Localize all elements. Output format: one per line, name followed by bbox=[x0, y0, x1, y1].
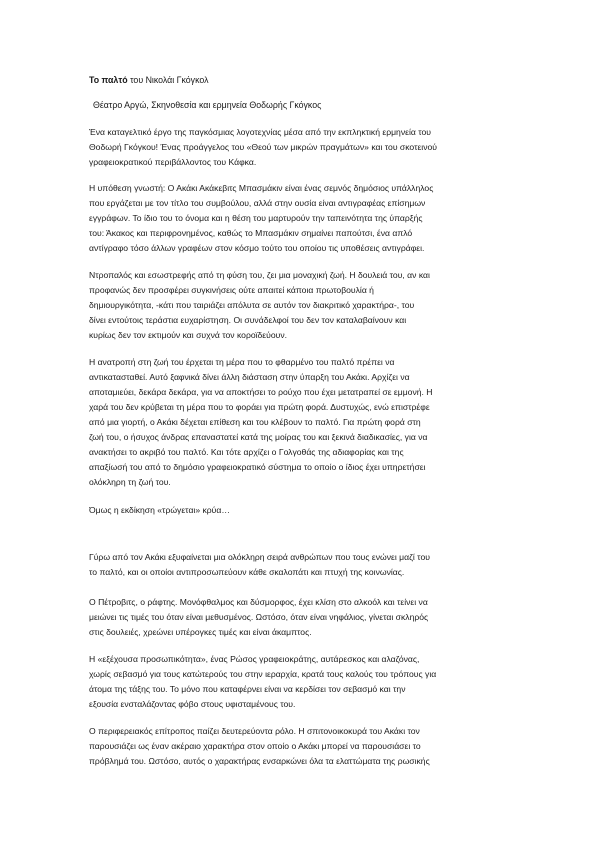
text-line: ανακτήσει το ακριβό του παλτό. Και τότε αρχίζει ο Γολγοθάς της αδιαφορίας και της bbox=[89, 447, 404, 457]
text-line: αποταμιεύει, δεκάρα δεκάρα, για να αποκτήσει το ρούχο που έχει μετατραπεί σε εμμονή. Η bbox=[89, 387, 433, 397]
text-line: δημιουργικότητα, -κάτι που ταιριάζει απόλυτα σε αυτόν τον διακριτικό χαρακτήρα-, του bbox=[89, 300, 415, 310]
text-line: στις δουλειές, χρεώνει υπέρογκες τιμές και είναι άκαμπτος. bbox=[89, 627, 312, 637]
paragraph bbox=[89, 724, 510, 769]
text-line: εξουσία ενσταλάζοντας φόβο στους υφισταμένους του. bbox=[89, 699, 296, 709]
text-line: δίνει εντούτοις τεράστια ευχαρίστηση. Οι συνάδελφοί του δεν τον καταλαβαίνουν και bbox=[89, 315, 407, 325]
text-line: από μια γιορτή, ο Ακάκι δέχεται επίθεση και του κλέβουν το παλτό. Για πρώτη φορά στη bbox=[89, 417, 421, 427]
text-line: το παλτό, και οι οποίοι αντιπροσωπεύουν κάθε σκαλοπάτι και πτυχή της κοινωνίας. bbox=[89, 567, 405, 577]
text-line: αντικατασταθεί. Αυτό ξαφνικά δίνει άλλη διάσταση στην ύπαρξη του Ακάκι. Αρχίζει να bbox=[89, 372, 410, 382]
text-line: κυρίως δεν τον εκτιμούν και συχνά τον κοροϊδεύουν. bbox=[89, 330, 288, 340]
text-line: Ένα καταγελτικό έργο της παγκόσμιας λογοτεχνίας μέσα από την εκπληκτική ερμηνεία του bbox=[89, 127, 431, 137]
document-subtitle: Θέατρο Αργώ, Σκηνοθεσία και ερμηνεία Θοδωρής Γκόγκος bbox=[93, 100, 322, 110]
document-title bbox=[89, 73, 209, 88]
text-line: προφανώς δεν προσφέρει συγκινήσεις ούτε απαιτεί κάποια πρωτοβουλία ή bbox=[89, 285, 374, 295]
title-bold: Το παλτό bbox=[89, 75, 128, 85]
text-line: γραφειοκρατικού περιβάλλοντος του Κάφκα. bbox=[89, 157, 257, 167]
text-line: Ο περιφερειακός επίτροπος παίζει δευτερεύοντα ρόλο. Η σπιτονοικοκυρά του Ακάκι τον bbox=[89, 726, 420, 736]
text-line: του: Άκακος και περιφρονημένος, καθώς το Μπασμάκιν σημαίνει παπούτσι, ένα απλό bbox=[89, 228, 413, 238]
text-line: που εργάζεται με τον τίτλο του συμβούλου, αλλά στην ουσία είναι αντιγραφέας επίσημων bbox=[89, 198, 426, 208]
text-line: άτομα της τάξης του. Το μόνο που καταφέρνει είναι να κερδίσει τον σεβασμό και την bbox=[89, 684, 406, 694]
paragraph bbox=[89, 355, 510, 490]
paragraph bbox=[89, 125, 510, 170]
text-line: Ο Πέτροβιτς, ο ράφτης. Μονόφθαλμος και δύσμορφος, έχει κλίση στο αλκοόλ και τείνει να bbox=[89, 597, 428, 607]
text-line: απαξίωσή του από το δημόσιο γραφειοκρατικό σύστημα το οποίο ο ίδιος έχει υπηρετήσει bbox=[89, 462, 426, 472]
text-line: μειώνει τις τιμές του όταν είναι μεθυσμένος. Ωστόσο, όταν είναι νηφάλιος, γίνεται σκληρός bbox=[89, 612, 429, 622]
paragraph bbox=[89, 503, 510, 518]
text-line: Θοδωρή Γκόγκου! Ένας προάγγελος του «Θεού των μικρών πραγμάτων» και του σκοτεινού bbox=[89, 142, 437, 152]
paragraph bbox=[89, 268, 510, 343]
text-line: πρόβλημά του. Ωστόσο, αυτός ο χαρακτήρας ενσαρκώνει όλα τα ελαττώματα της ρωσικής bbox=[89, 756, 430, 766]
text-line: Όμως η εκδίκηση «τρώγεται» κρύα… bbox=[89, 505, 230, 515]
text-line: χωρίς σεβασμό για τους κατώτερούς του στην ιεραρχία, κρατά τους καλούς του τρόπους για bbox=[89, 669, 437, 679]
text-line: Γύρω από τον Ακάκι εξυφαίνεται μια ολόκληρη σειρά ανθρώπων που τους ενώνει μαζί του bbox=[89, 552, 430, 562]
title-author: του Νικολάι Γκόγκολ bbox=[127, 75, 209, 85]
text-line: Ντροπαλός και εσωστρεφής από τη φύση του, ζει μια μοναχική ζωή. Η δουλειά του, αν και bbox=[89, 270, 430, 280]
text-line: χαρά του δεν κρύβεται τη μέρα που το φοράει για πρώτη φορά. Δυστυχώς, ενώ επιστρέφε bbox=[89, 402, 430, 412]
text-line: Η «εξέχουσα προσωπικότητα», ένας Ρώσος γραφειοκράτης, αυτάρεσκος και αλαζόνας, bbox=[89, 654, 420, 664]
text-line: ολόκληρη τη ζωή του. bbox=[89, 477, 171, 487]
text-line: Η ανατροπή στη ζωή του έρχεται τη μέρα που το φθαρμένο του παλτό πρέπει να bbox=[89, 357, 395, 367]
text-line: αντίγραφο τόσο άλλων γραφέων στον κόσμο τούτο του οποίου τις υποθέσεις αντιγράφει. bbox=[89, 243, 425, 253]
paragraph bbox=[89, 652, 510, 712]
text-line: παρουσιάζει ως έναν ακέραιο χαρακτήρα στον οποίο ο Ακάκι μπορεί να παρουσιάσει το bbox=[89, 741, 421, 751]
text-line: ζωή του, ο ήσυχος άνδρας επαναστατεί κατά της μοίρας του και ξεκινά διαδικασίες, για να bbox=[89, 432, 428, 442]
paragraph bbox=[89, 595, 510, 640]
text-line: Η υπόθεση γνωστή: Ο Ακάκι Ακάκεβιτς Μπασμάκιν είναι ένας σεμνός δημόσιος υπάλληλος bbox=[89, 183, 434, 193]
paragraph bbox=[89, 550, 510, 580]
paragraph bbox=[89, 181, 510, 256]
text-line: εγγράφων. Το ίδιο του το όνομα και η θέση του μαρτυρούν την ταπεινότητα της ύπαρξής bbox=[89, 213, 423, 223]
